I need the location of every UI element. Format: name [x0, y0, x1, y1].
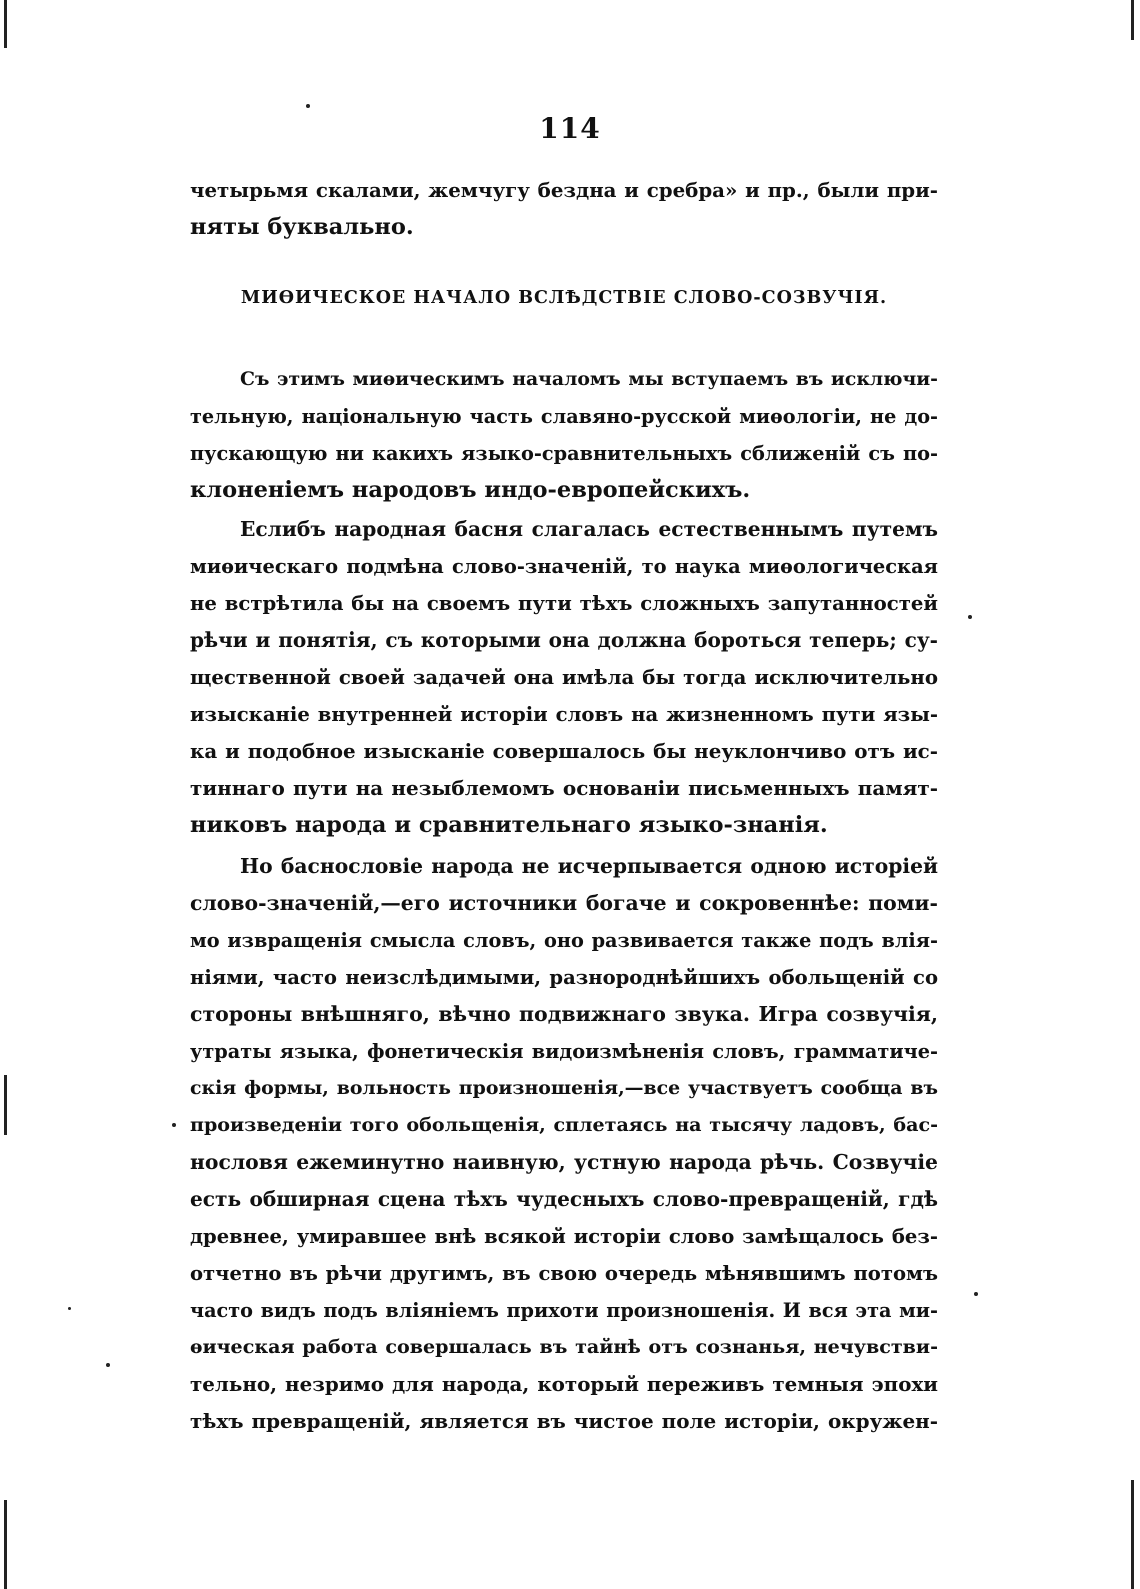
text-line: Еслибъ народная басня слагалась естественнымъ путемъ	[240, 517, 938, 541]
text-line: Съ этимъ миѳическимъ началомъ мы вступаемъ въ исключи-	[240, 368, 938, 390]
text-line: тельную, національную часть славяно-русской миѳологіи, не до-	[190, 405, 938, 428]
text-line: ніями, часто неизслѣдимыми, разнороднѣйшихъ обольщеній со	[190, 966, 938, 989]
section-heading: МИѲИЧЕСКОЕ НАЧАЛО ВСЛѢДСТВІЕ СЛОВО-СОЗВУЧІЯ.	[240, 288, 888, 308]
scan-speck	[172, 1123, 176, 1127]
text-line: рѣчи и понятія, съ которыми она должна бороться теперь; су-	[190, 628, 938, 652]
scan-speck	[968, 615, 972, 619]
text-line: пускающую ни какихъ языко-сравнительныхъ сближеній съ по-	[190, 442, 938, 465]
text-line: няты буквально.	[190, 214, 414, 240]
text-line: скія формы, вольность произношенія,—все участвуетъ сообща въ	[190, 1077, 938, 1099]
scan-speck	[68, 1307, 71, 1310]
intro-paragraph	[190, 172, 938, 246]
page-number: 114	[539, 112, 601, 145]
paragraph-2	[190, 511, 938, 844]
text-line: ѳическая работа совершалась въ тайнѣ отъ сознанья, нечувстви-	[190, 1336, 938, 1358]
scan-edge-right	[1131, 0, 1134, 40]
text-line: есть обширная сцена тѣхъ чудесныхъ слово-превращеній, гдѣ	[190, 1187, 938, 1211]
text-line: щественной своей задачей она имѣла бы тогда исключительно	[190, 665, 938, 689]
text-line: отчетно въ рѣчи другимъ, въ свою очередь мѣнявшимъ потомъ	[190, 1262, 938, 1285]
text-line: стороны внѣшняго, вѣчно подвижнаго звука. Игра созвучія,	[190, 1002, 938, 1026]
text-line: произведеніи того обольщенія, сплетаясь на тысячу ладовъ, бас-	[190, 1114, 938, 1136]
scan-edge-left	[4, 1500, 7, 1589]
scan-edge-right	[1131, 1480, 1134, 1589]
text-line: тельно, незримо для народа, который переживъ темныя эпохи	[190, 1372, 938, 1396]
paragraph-1	[190, 361, 938, 509]
text-line: часто видъ подъ вліяніемъ прихоти произношенія. И вся эта ми-	[190, 1299, 938, 1322]
text-line: тиннаго пути на незыблемомъ основаніи письменныхъ памят-	[190, 776, 938, 800]
text-line: никовъ народа и сравнительнаго языко-знанія.	[190, 812, 828, 838]
scan-speck	[306, 104, 310, 108]
text-line: слово-значеній,—его источники богаче и сокровеннѣе: поми-	[190, 891, 938, 915]
text-line: не встрѣтила бы на своемъ пути тѣхъ сложныхъ запутанностей	[190, 592, 938, 615]
paragraph-3	[190, 848, 938, 1440]
text-line: древнее, умиравшее внѣ всякой исторіи слово замѣщалось без-	[190, 1225, 938, 1248]
scan-speck	[106, 1363, 110, 1367]
scan-edge-left	[4, 0, 7, 48]
text-line: утраты языка, фонетическія видоизмѣненія словъ, грамматиче-	[190, 1040, 938, 1063]
scan-speck	[974, 1292, 978, 1296]
text-line: Но баснословіе народа не исчерпывается одною исторіей	[240, 854, 938, 878]
text-line: изысканіе внутренней исторіи словъ на жизненномъ пути язы-	[190, 703, 938, 726]
text-line: тѣхъ превращеній, является въ чистое поле исторіи, окружен-	[190, 1409, 938, 1433]
text-line: миѳическаго подмѣна слово-значеній, то наука миѳологическая	[190, 555, 938, 578]
text-line: нословя ежеминутно наивную, устную народа рѣчь. Созвучіе	[190, 1150, 938, 1174]
text-line: ка и подобное изысканіе совершалось бы неуклончиво отъ ис-	[190, 739, 938, 763]
text-line: мо извращенія смысла словъ, оно развивается также подъ влія-	[190, 929, 938, 952]
scan-edge-left	[4, 1075, 7, 1135]
text-line: клоненіемъ народовъ индо-европейскихъ.	[190, 477, 751, 503]
text-line: четырьмя скалами, жемчугу бездна и сребра» и пр., были при-	[190, 178, 938, 202]
